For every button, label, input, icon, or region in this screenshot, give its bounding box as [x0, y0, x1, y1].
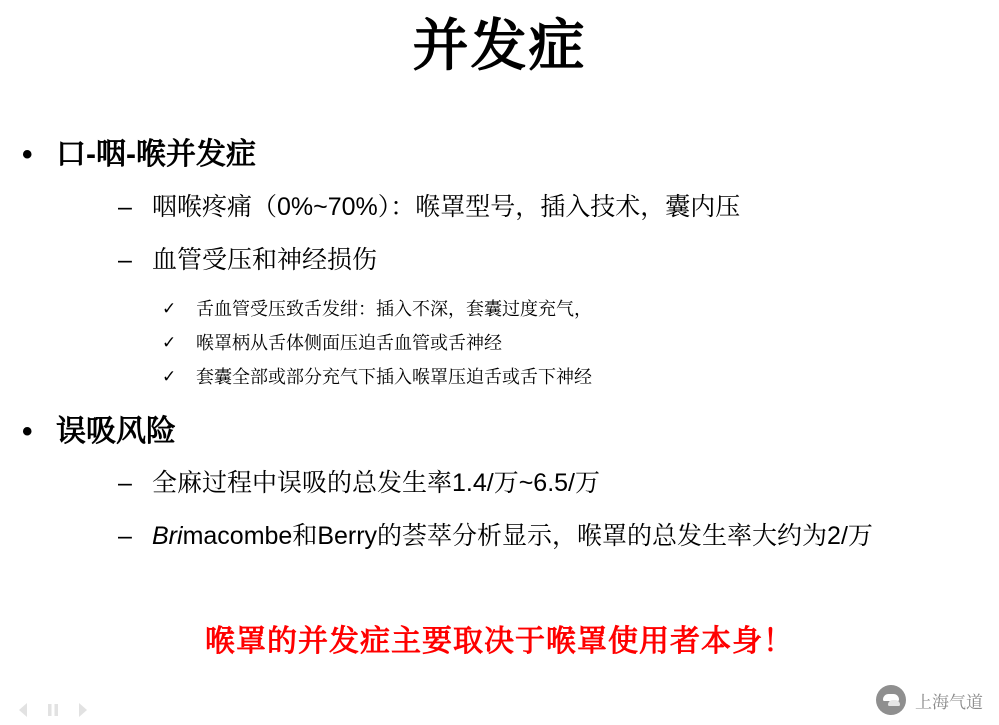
bullet-text: 套囊全部或部分充气下插入喉罩压迫舌或舌下神经: [196, 366, 592, 387]
page-title: 并发症: [412, 14, 587, 77]
bullet-text: macombe和Berry的荟萃分析显示，喉罩的总发生率大约为2/万: [182, 522, 873, 551]
bullet-text-italic: Bri: [152, 522, 183, 551]
bullet-level3: [0, 364, 999, 390]
player-controls[interactable]: [14, 701, 92, 719]
spacer: [0, 398, 999, 412]
bullet-text: 全麻过程中误吸的总发生率1.4/万~6.5/万: [152, 469, 600, 498]
spacer: [0, 458, 999, 466]
check-icon: ✓: [162, 366, 177, 386]
bullet-level1: [0, 412, 999, 453]
check-icon: ✓: [162, 332, 177, 352]
bullet-text: 误吸风险: [56, 414, 176, 448]
bullet-level2: [0, 466, 999, 501]
dash-marker-icon: –: [118, 192, 132, 221]
bullet-text: 喉罩柄从舌体侧面压迫舌血管或舌神经: [196, 332, 502, 353]
bullet-text: 舌血管受压致舌发绀：插入不深，套囊过度充气，: [196, 298, 592, 319]
spacer: [0, 288, 999, 296]
dash-marker-icon: –: [118, 522, 132, 551]
pause-icon[interactable]: [44, 701, 62, 719]
spacer: [0, 235, 999, 243]
wechat-logo-icon: [876, 685, 906, 715]
watermark: [876, 685, 983, 715]
bullet-level3: [0, 296, 999, 322]
bullet-text: 血管受压和神经损伤: [152, 245, 378, 274]
emphasis-statement: 喉罩的并发症主要取决于喉罩使用者本身！: [205, 625, 794, 658]
check-icon: ✓: [162, 298, 177, 318]
bullet-level2: [0, 243, 999, 278]
spacer: [0, 182, 999, 190]
dash-marker-icon: –: [118, 245, 132, 274]
next-slide-icon[interactable]: [74, 701, 92, 719]
bullet-level2: [0, 190, 999, 225]
previous-slide-icon[interactable]: [14, 701, 32, 719]
bullet-dot-icon: •: [22, 138, 33, 171]
slide-body: [0, 135, 999, 564]
bullet-dot-icon: •: [22, 414, 33, 448]
watermark-label: 上海气道: [915, 692, 983, 712]
spacer: [0, 511, 999, 519]
bullet-text: 咽喉疼痛（0%~70%）：喉罩型号，插入技术，囊内压: [152, 192, 741, 221]
bullet-level1: [0, 135, 999, 176]
dash-marker-icon: –: [118, 469, 132, 498]
bullet-text: 口-咽-喉并发症: [56, 138, 256, 171]
bullet-level3: [0, 330, 999, 356]
bullet-level2: [0, 519, 999, 554]
